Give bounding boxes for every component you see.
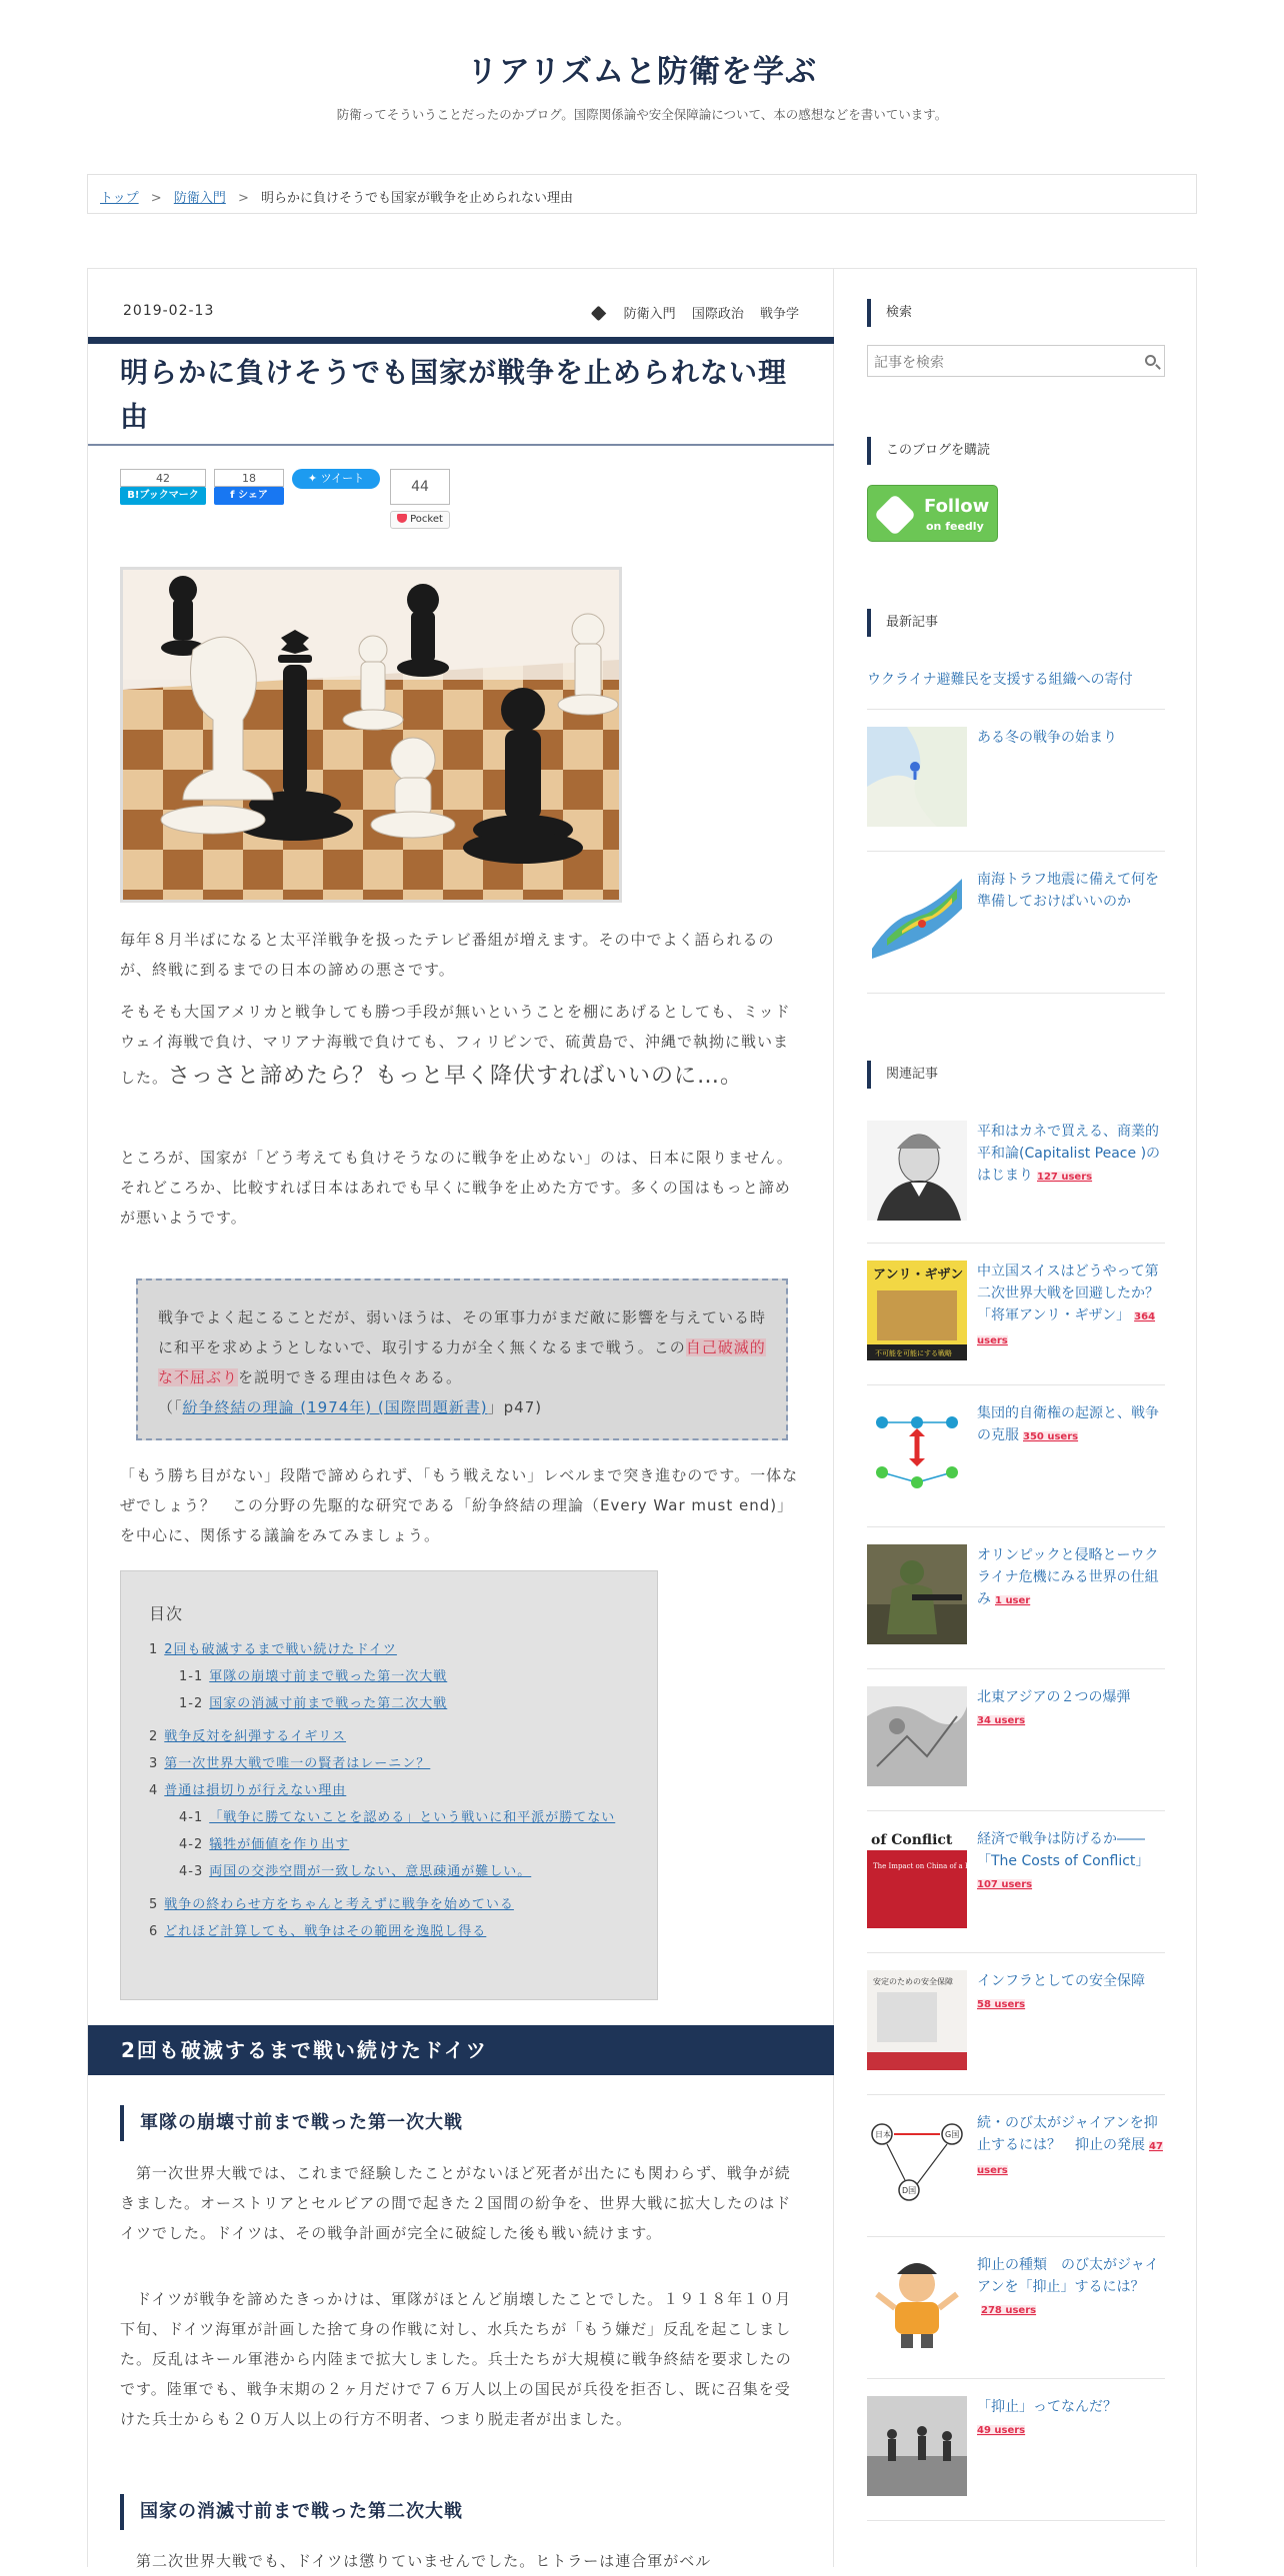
subsection-heading: 軍隊の崩壊寸前まで戦った第一次大戦 (120, 2105, 463, 2141)
breadcrumb-separator: > (150, 191, 162, 206)
soldier-photo-art (867, 1544, 967, 1644)
tweet-button[interactable] (292, 469, 380, 489)
toc-link[interactable]: 軍隊の崩壊寸前まで戦った第一次大戦 (209, 1669, 448, 1684)
related-post-text (977, 1402, 1165, 1448)
related-post-title[interactable]: オリンピックと侵略とーウクライナ危機にみる世界の仕組み (977, 1547, 1159, 1607)
toc-item (149, 1918, 629, 1945)
paragraph: ところが、国家が「どう考えても負けそうなのに戦争を止めない」のは、日本に限りません。それどころか、比較すれば日本はあれでも早くに戦争を止めた方です。多くの国はもっと諦めが悪いようです。 (120, 1149, 793, 1227)
toc-number: 3 (149, 1756, 159, 1771)
toc-number: 4-3 (179, 1864, 204, 1879)
facebook-count: 18 (214, 469, 284, 487)
divider (867, 709, 1165, 710)
toc-link[interactable]: 両国の交渉空間が一致しない、意思疎通が難しい。 (209, 1864, 532, 1879)
breadcrumb (87, 174, 1197, 214)
toc-item (149, 1750, 629, 1777)
sidebar-heading-subscribe: このブログを購読 (867, 437, 990, 465)
pocket-count: 44 (390, 469, 450, 505)
divider (867, 1526, 1165, 1527)
toc-item (149, 1891, 629, 1918)
divider (867, 851, 1165, 852)
article-meta (123, 303, 799, 323)
breadcrumb-top-link[interactable]: トップ (100, 191, 139, 206)
map-thumbnail-art (867, 727, 967, 827)
hatena-bookmark-button[interactable]: B!ブックマーク (120, 487, 206, 505)
toc-number: 4-1 (179, 1810, 204, 1825)
paragraph (120, 997, 800, 1097)
title-underline (88, 444, 834, 446)
deterrence-diagram-art (867, 2112, 967, 2212)
toc-link[interactable]: 国家の消滅寸前まで戦った第二次大戦 (209, 1696, 448, 1711)
diagram-node-label: D国 (902, 2186, 917, 2195)
book-cover-subtitle: The Impact on China of a Future War (873, 1862, 1006, 1870)
hatena-users-badge[interactable]: 49 users (977, 2425, 1026, 2436)
toc-item (149, 1804, 629, 1831)
toc-link[interactable]: 「戦争に勝てないことを認める」という戦いに和平派が勝てない (209, 1810, 616, 1825)
toc-link[interactable]: 戦争反対を糾弾するイギリス (164, 1729, 347, 1744)
diagram-node-label: 日本 (875, 2130, 891, 2139)
related-post-title[interactable]: 集団的自衛権の起源と、戦争の克服 (977, 1405, 1159, 1443)
search-icon[interactable] (1145, 355, 1156, 366)
war-photo-thumbnail (867, 2396, 967, 2496)
cartoon-thumbnail (867, 2254, 967, 2354)
related-post-title[interactable]: 中立国スイスはどうやって第二次世界大戦を回避したか？「将軍アンリ・ギザン」 (977, 1264, 1159, 1323)
paragraph: 第一次世界大戦では、これまで経験したことがないほど死者が出たにも関わらず、戦争が続きました。オーストリアとセルビアの間で起きた２国間の紛争を、世界大戦に拡大したのはドイツでした。ドイツは、その戦争計画が完全に破綻した後も戦い続けます。 (120, 2164, 792, 2242)
related-post-text (977, 1970, 1165, 2016)
pocket-icon (397, 514, 407, 523)
quote-text: を説明できる理由は色々ある。 (238, 1368, 463, 1386)
paragraph: 毎年８月半ばになると太平洋戦争を扱ったテレビ番組が増えます。その中でよく語られるのが、終戦に到るまでの日本の諦めの悪さです。 (120, 931, 775, 979)
book-cover-thumbnail (867, 1261, 967, 1360)
quote-text: 戦争でよく起こることだが、弱いほうは、その軍事力がまだ敵に影響を与えている時に和平を求めようとしないで、取引する力が全く無くなるまで戦う。この (158, 1308, 767, 1356)
toc-list (149, 1636, 629, 1945)
breadcrumb-category-link[interactable]: 防衛入門 (173, 191, 226, 206)
divider (867, 2094, 1165, 2095)
toc-item (149, 1690, 629, 1717)
toc-link[interactable]: 犠牲が価値を作り出す (209, 1837, 350, 1852)
facebook-share-button[interactable] (214, 487, 284, 505)
divider (867, 993, 1165, 994)
portrait-art (867, 1121, 967, 1221)
hatena-users-badge[interactable]: 350 users (1023, 1431, 1079, 1442)
breadcrumb-current: 明らかに負けそうでも国家が戦争を止められない理由 (261, 191, 574, 206)
diagram-thumbnail (867, 1402, 967, 1502)
divider (867, 2236, 1165, 2237)
facebook-icon: f (230, 490, 239, 501)
quake-map-thumbnail (867, 869, 967, 969)
map-thumbnail (867, 727, 967, 827)
book-cover-title: 安定のための安全保障 (873, 1977, 953, 1986)
site-header (0, 0, 1284, 174)
toc-number: 1-2 (179, 1696, 204, 1711)
toc-link[interactable]: 普通は損切りが行えない理由 (164, 1783, 347, 1798)
portrait-thumbnail (867, 1121, 967, 1221)
related-post-text (977, 1686, 1165, 1732)
hatena-users-badge[interactable]: 47 users (977, 2141, 1163, 2176)
hatena-users-badge[interactable]: 364 users (977, 1311, 1156, 1346)
toc-number: 6 (149, 1924, 159, 1939)
twitter-bird-icon: ✦ (307, 472, 321, 485)
chess-hero-image (120, 567, 622, 903)
toc-link[interactable]: 2回も破滅するまで戦い続けたドイツ (164, 1642, 397, 1657)
paragraph: 第二次世界大戦でも、ドイツは懲りていませんでした。ヒトラーは連合軍がベル (120, 2552, 712, 2570)
book-cover-art (867, 1261, 967, 1360)
divider (867, 1668, 1165, 1669)
sidebar (835, 269, 1197, 2567)
sidebar-heading-related: 関連記事 (867, 1061, 938, 1089)
paragraph-text: そもそも大国アメリカと戦争しても勝つ手段が無いということを棚にあげるとしても、ミッドウェイ海戦で負け、マリアナ海戦で負けても、フィリピンで、硫黄島で、沖縄で執拗に戦いました。 (120, 1003, 791, 1087)
cartoon-character-art (867, 2254, 967, 2354)
related-post-title[interactable]: 「抑止」ってなんだ？ (977, 2399, 1117, 2415)
sketch-thumbnail (867, 1686, 967, 1786)
divider (867, 2378, 1165, 2379)
divider (867, 1952, 1165, 1953)
breadcrumb-separator: > (237, 191, 249, 206)
table-of-contents (120, 1570, 658, 2000)
toc-title: 目次 (149, 1604, 184, 1623)
related-post-title[interactable]: 平和はカネで買える、商業的平和論(Capitalist Peace )のはじまり (977, 1124, 1161, 1184)
recent-post-title[interactable]: ある冬の戦争の始まり (977, 730, 1117, 746)
facebook-share-label: シェア (238, 490, 268, 501)
content-box (87, 268, 1197, 2570)
related-post-text (977, 1121, 1165, 1189)
chess-illustration (123, 570, 619, 900)
book-cover-thumbnail (867, 1970, 967, 2070)
quote-source-prefix: （「 (158, 1398, 183, 1416)
recent-post-link[interactable]: ウクライナ避難民を支援する組織への寄付 (867, 672, 1133, 688)
toc-number: 2 (149, 1729, 159, 1744)
toc-number: 4 (149, 1783, 159, 1798)
toc-number: 1-1 (179, 1669, 204, 1684)
hatena-users-badge[interactable]: 127 users (1037, 1172, 1093, 1183)
sketch-art (867, 1686, 967, 1786)
section-heading: 2回も破滅するまで戦い続けたドイツ (88, 2025, 834, 2075)
hatena-count[interactable]: 42 (120, 469, 206, 487)
diagram-node-label: G国 (945, 2130, 960, 2139)
related-post-text (977, 2112, 1165, 2182)
pocket-button[interactable] (390, 511, 450, 529)
book-cover-art (867, 1970, 967, 2070)
deterrence-diagram-thumbnail (867, 2112, 967, 2212)
paragraph: ドイツが戦争を諦めたきっかけは、軍隊がほとんど崩壊したことでした。１９１８年１０月下旬、ドイツ海軍が計画した捨て身の作戦に対し、水兵たちが「もう嫌だ」反乱を起こしました。反乱はキール軍港から内陸まで拡大しました。兵士たちが大規模に戦争終結を要求したのです。陸軍でも、戦争末期の２ヶ月だけで７６万人以上の国民が兵役を拒否し、既に召集を受けた兵士からも２０万人以上の行方不明者、つまり脱走者が出ました。 (120, 2290, 792, 2428)
quake-map-art (867, 869, 967, 969)
feedly-line2: on feedly (926, 520, 984, 533)
category-link[interactable]: 国際政治 (691, 307, 744, 322)
recent-post-title[interactable]: 南海トラフ地震に備えて何を準備しておけばいいのか (977, 872, 1159, 910)
subsection-heading: 国家の消滅寸前まで戦った第二次大戦 (120, 2494, 463, 2530)
book-cover-subtitle: 不可能を可能にする戦略 (875, 1349, 952, 1357)
quote-source-suffix: 」p47) (487, 1398, 543, 1416)
related-post-text (977, 1828, 1165, 1896)
divider (867, 1810, 1165, 1811)
article-categories (593, 303, 799, 322)
toc-item (149, 1663, 629, 1690)
pocket-label: Pocket (410, 514, 443, 525)
related-post-text (977, 2396, 1165, 2442)
book-cover-title: アンリ・ギザン (873, 1268, 964, 1283)
network-diagram-art (867, 1402, 967, 1502)
main-article (88, 269, 834, 2570)
sidebar-heading-recent: 最新記事 (867, 609, 938, 637)
toc-number: 4-2 (179, 1837, 204, 1852)
sidebar-heading-search: 検索 (867, 299, 912, 327)
hatena-users-badge[interactable]: 34 users (977, 1715, 1026, 1726)
war-photo-art (867, 2396, 967, 2496)
hatena-users-badge[interactable]: 1 user (995, 1595, 1031, 1606)
toc-link[interactable]: 第一次世界大戦で唯一の賢者はレーニン？ (164, 1756, 431, 1771)
paragraph-emphasis: さっさと諦めたら？もっと早く降伏すればいいのに…。 (168, 1064, 744, 1089)
hatena-users-badge[interactable]: 58 users (977, 1999, 1026, 2010)
book-cover-title: of Conflict (871, 1832, 953, 1848)
feedly-line1: Follow (924, 496, 990, 517)
article-title[interactable]: 明らかに負けそうでも国家が戦争を止められない理由 (120, 356, 788, 433)
paragraph: 「もう勝ち目がない」段階で諦められず、「もう戦えない」レベルまで突き進むのです。一体なぜでしょう？ この分野の先駆的な研究である「紛争終結の理論（Every War must end)」を中心に、関係する議論をみてみましょう。 (120, 1466, 799, 1544)
toc-item (149, 1858, 629, 1885)
toc-item (149, 1723, 629, 1750)
toc-number: 5 (149, 1897, 159, 1912)
related-post-title[interactable]: 続・のび太がジャイアンを抑止するには？ 抑止の発展 (977, 2115, 1158, 2153)
related-post-title[interactable]: インフラとしての安全保障 (977, 1973, 1145, 1989)
search-input[interactable] (867, 345, 1165, 377)
quote-source-link[interactable]: 紛争終結の理論 (1974年) (国際問題新書) (182, 1398, 488, 1416)
soldier-photo-thumbnail (867, 1544, 967, 1644)
hatena-users-badge[interactable]: 278 users (981, 2305, 1037, 2316)
related-post-text (977, 2254, 1165, 2322)
quote-highlight: 自己破滅的な不屈ぶり (158, 1338, 766, 1386)
tweet-label: ツイート (320, 472, 365, 485)
toc-number: 1 (149, 1642, 159, 1657)
related-post-title[interactable]: 抑止の種類 のび太がジャイアンを「抑止」するには？ (977, 2257, 1159, 2295)
related-post-title[interactable]: 北東アジアの２つの爆弾 (977, 1689, 1131, 1705)
related-post-text (977, 1544, 1165, 1612)
divider (867, 2520, 1165, 2521)
feedly-logo-icon (874, 494, 916, 536)
hatena-users-badge[interactable]: 107 users (977, 1879, 1033, 1890)
toc-item (149, 1636, 629, 1663)
category-link[interactable]: 防衛入門 (623, 307, 676, 322)
toc-item (149, 1777, 629, 1804)
category-link[interactable]: 戦争学 (759, 307, 799, 322)
site-description: 防衛ってそういうことだったのかブログ。国際関係論や安全保障論について、本の感想などを書いています。 (336, 107, 948, 122)
toc-item (149, 1831, 629, 1858)
related-post-title[interactable]: 経済で戦争は防げるか――「The Costs of Conflict」 (977, 1831, 1150, 1869)
blockquote (136, 1279, 788, 1440)
toc-link[interactable]: 戦争の終わらせ方をちゃんと考えずに戦争を始めている (164, 1897, 514, 1912)
related-post-text (977, 1261, 1165, 1352)
title-top-bar (88, 337, 834, 344)
divider (867, 1243, 1165, 1244)
tag-icon (590, 306, 606, 322)
search-placeholder: 記事を検索 (874, 355, 944, 371)
article-date[interactable]: 2019-02-13 (123, 303, 215, 319)
toc-link[interactable]: どれほど計算しても、戦争はその範囲を逸脱し得る (164, 1924, 487, 1939)
feedly-follow-button[interactable] (867, 485, 998, 542)
site-title[interactable]: リアリズムと防衛を学ぶ (466, 54, 818, 90)
divider (867, 1384, 1165, 1385)
